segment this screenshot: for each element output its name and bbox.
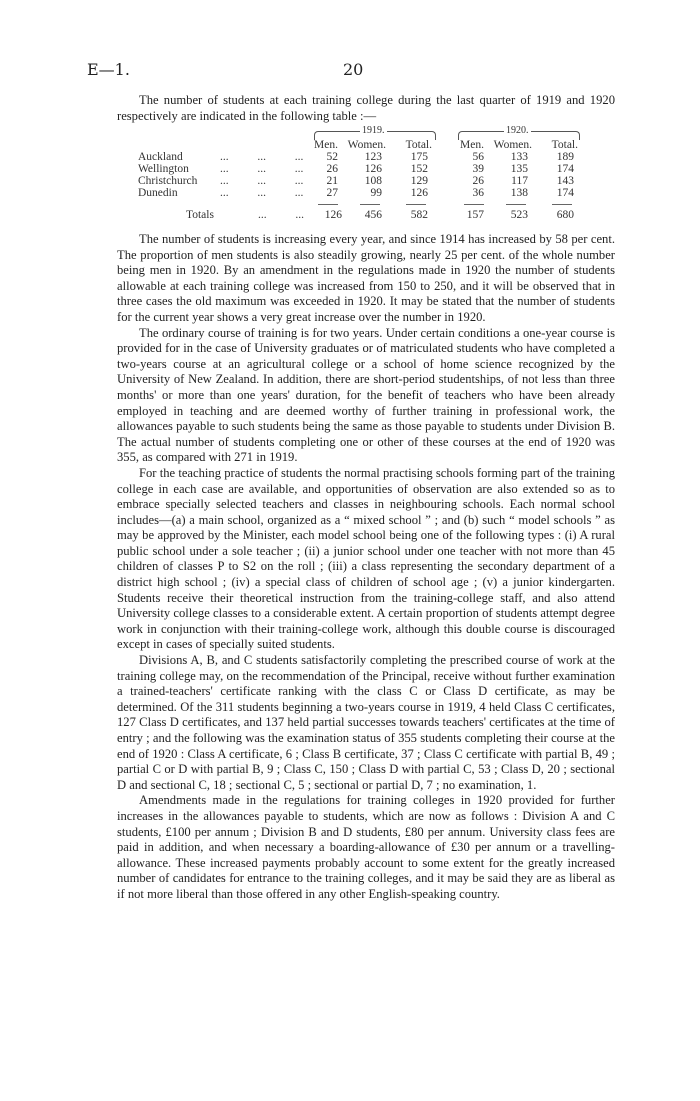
table-cell: 21: [326, 175, 338, 187]
intro-paragraph: [117, 93, 615, 124]
row-label: Christchurch: [138, 175, 198, 187]
table-cell: 174: [556, 187, 574, 199]
total-cell: 157: [466, 209, 484, 221]
table-cell: 26: [326, 163, 338, 175]
table-cell: 189: [556, 151, 574, 163]
row-leader: ... ...: [258, 209, 304, 221]
row-label: Auckland: [138, 151, 183, 163]
col-header: Men.: [314, 139, 338, 151]
body-text: [117, 232, 615, 903]
rule: [406, 204, 426, 205]
row-label: Dunedin: [138, 187, 178, 199]
paragraph: Divisions A, B, and C students satisfactorily completing the prescribed course of work at the training college may, on the recommendation of the Principal, receive without further examination a trained-teachers' certificate ranking with the class C or Class D certificate, as may be determined. Of the 311 students beginning a two-years course in 1919, 4 held Class C certificates, 127 Class D certificates, and 137 held partial successes towards teachers' certificates at the time of entry ; and the following was the examination status of 355 students completing their course at the end of 1920 : Class A certificate, 6 ; Class B certificate, 37 ; Class C certificate with partial B, 49 ; partial C or D with partial B, 9 ; Class C, 150 ; Class D with partial C, 53 ; Class D, 20 ; sectional D and sectional C, 18 ; sectional C, 5 ; sectional or partial D, 7 ; no examination, 1.: [117, 653, 615, 792]
row-label: Wellington: [138, 163, 189, 175]
total-cell: 680: [556, 209, 574, 221]
row-leader: ... ... ...: [220, 163, 304, 175]
table-cell: 99: [370, 187, 382, 199]
table-cell: 26: [472, 175, 484, 187]
table-cell: 174: [556, 163, 574, 175]
table-cell: 133: [510, 151, 528, 163]
rule: [360, 204, 380, 205]
table-cell: 123: [364, 151, 382, 163]
table-cell: 126: [410, 187, 428, 199]
rule: [552, 204, 572, 205]
students-table: [138, 125, 578, 225]
table-cell: 36: [472, 187, 484, 199]
table-cell: 117: [511, 175, 528, 187]
total-cell: 456: [364, 209, 382, 221]
col-header: Total.: [551, 139, 578, 151]
table-cell: 52: [326, 151, 338, 163]
table-cell: 108: [364, 175, 382, 187]
table-cell: 135: [510, 163, 528, 175]
paragraph: For the teaching practice of students the normal practising schools forming part of the training college in each case are available, and opportunities of observation are also extended so as to embrace specially selected teachers and classes in neighbouring schools. Each normal school includes—(a) a main school, organized as a “ mixed school ” ; and (b) such “ model schools ” as may be approved by the Minister, each model school being one of the following types : (i) A rural public school under a sole teacher ; (ii) a junior school under one teacher with not more than 45 children of classes P to S2 on the roll ; (iii) a class representing the secondary department of a district high school ; (iv) a special class of children of school age ; (v) a junior kindergarten. Students receive their theoretical instruction from the training-college staff, and also attend University college classes to a considerable extent. A certain proportion of students attempt degree work in conjunction with their training-college work, although this double course is discouraged except in cases of specially suited students.: [117, 465, 615, 652]
paragraph: The number of students is increasing every year, and since 1914 has increased by 58 per cent. The proportion of men students is also steadily growing, nearly 25 per cent. of the whole number being men in 1920. By an amendment in the regulations made in 1920 the number of students allowable at each training college was increased from 150 to 250, and it will be observed that in three cases the old maximum was exceeded in 1920. It may be stated that the number of students for the current year shows a very great increase over the number in 1920.: [117, 232, 615, 324]
table-cell: 126: [364, 163, 382, 175]
intro-text: The number of students at each training college during the last quarter of 1919 and 1920 respectively are indicated in the following table :—: [117, 93, 615, 123]
total-cell: 126: [324, 209, 342, 221]
table-cell: 39: [472, 163, 484, 175]
table-cell: 143: [556, 175, 574, 187]
year-1919-label: 1919.: [362, 125, 385, 136]
row-leader: ... ... ...: [220, 151, 304, 163]
table-cell: 27: [326, 187, 338, 199]
col-header: Men.: [460, 139, 484, 151]
table-cell: 175: [410, 151, 428, 163]
page-number: 20: [343, 60, 364, 79]
col-header: Women.: [493, 139, 532, 151]
total-cell: 582: [410, 209, 428, 221]
total-cell: 523: [510, 209, 528, 221]
rule: [318, 204, 338, 205]
row-leader: ... ... ...: [220, 175, 304, 187]
paragraph: The ordinary course of training is for two years. Under certain conditions a one-year course is provided for in the case of University graduates or of matriculated students who have completed a two-years course at an agricultural college or a school of home science recognized by the University of New Zealand. In addition, there are short-period studentships, of not less than three months' or more than one years' duration, for the benefit of teachers who have been already employed in teaching and are deemed worthy of further training in professional work, the allowances payable to such students being the same as those payable to students under Division B. The actual number of students completing one or other of these courses at the end of 1920 was 355, as compared with 271 in 1919.: [117, 325, 615, 465]
rule: [464, 204, 484, 205]
table-cell: 138: [510, 187, 528, 199]
paragraph: Amendments made in the regulations for training colleges in 1920 provided for further increases in the allowances payable to students, which are now as follows : Division A and C students, £100 per annum ; Division B and D students, £80 per annum. University class fees are paid in addition, and when necessary a boarding-allowance of £30 per annum or a travelling-allowance. These increased payments probably account to some extent for the greatly increased number of candidates for entrance to the training colleges, and it may be said they are as liberal as if not more liberal than those offered in any other English-speaking country.: [117, 793, 615, 901]
year-1920-label: 1920.: [506, 125, 529, 136]
rule: [506, 204, 526, 205]
section-code: E—1.: [87, 60, 130, 79]
col-header: Total.: [405, 139, 432, 151]
table-cell: 56: [472, 151, 484, 163]
row-leader: ... ... ...: [220, 187, 304, 199]
col-header: Women.: [347, 139, 386, 151]
totals-label: Totals: [186, 209, 214, 221]
table-cell: 152: [410, 163, 428, 175]
table-cell: 129: [410, 175, 428, 187]
